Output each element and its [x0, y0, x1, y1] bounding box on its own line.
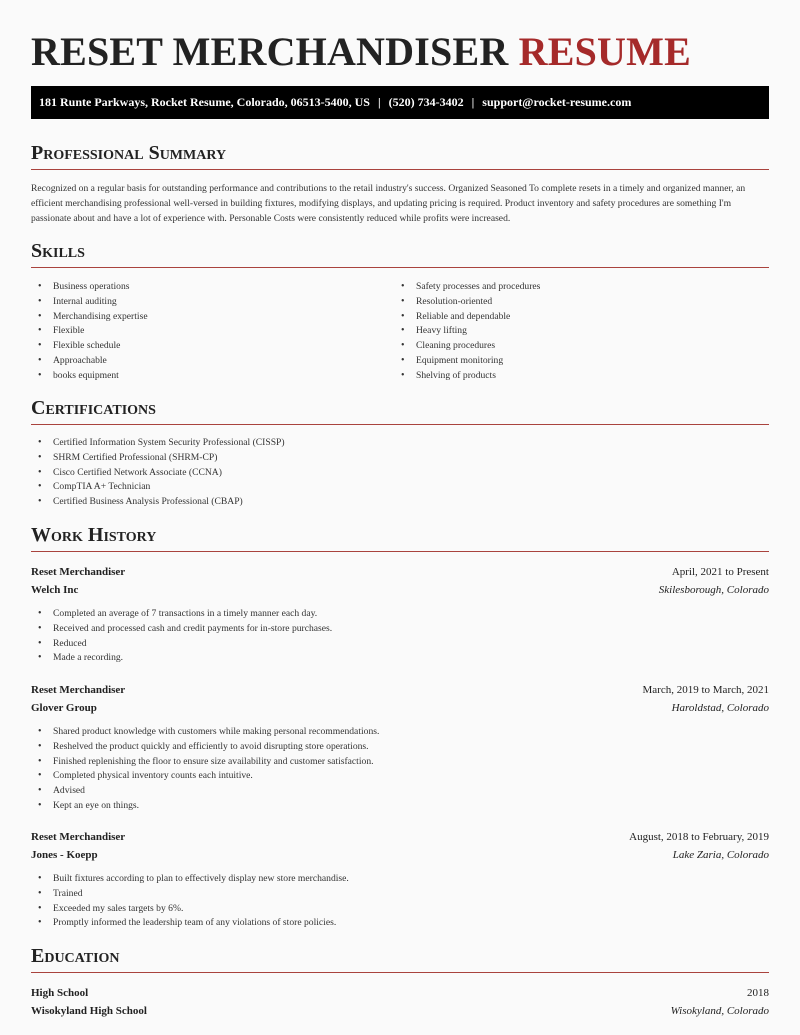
skill-item: • Merchandising expertise: [31, 310, 148, 325]
education-year: 2018: [747, 987, 769, 999]
job-title: Reset Merchandiser: [31, 566, 126, 578]
contact-separator: |: [377, 95, 381, 109]
job-bullet: • Completed an average of 7 transactions in a timely manner each day.: [31, 607, 332, 622]
job-bullets: [31, 872, 349, 931]
contact-separator: |: [471, 95, 475, 109]
certification-item: • CompTIA A+ Technician: [31, 480, 285, 495]
section-heading-certifications: Certifications: [31, 397, 769, 425]
skill-item: • books equipment: [31, 369, 148, 384]
summary-text: Recognized on a regular basis for outstanding performance and contributions to the retail industry's success. Organized Seasoned To complete resets in a timely and organized manner, an efficient merchandising professional well-versed in building fixtures, modifying displays, and updating pricing is required. Product inventory and safety procedures are something I'm passionate about and have a lot of experience with. Personable Costs were consistently reduced while profits were increased.: [31, 183, 746, 224]
job-bullet: • Finished replenishing the floor to ensure size availability and customer satisfaction.: [31, 755, 379, 770]
job-bullet: • Exceeded my sales targets by 6%.: [31, 902, 349, 917]
education-school: Wisokyland High School: [31, 1005, 147, 1017]
skill-item: • Cleaning procedures: [394, 339, 540, 354]
job-bullets: [31, 725, 379, 814]
job-bullet: • Shared product knowledge with customers while making personal recommendations.: [31, 725, 379, 740]
job-bullet: • Reshelved the product quickly and efficiently to avoid disrupting store operations.: [31, 740, 379, 755]
section-heading-summary: Professional Summary: [31, 142, 769, 170]
education-degree: High School: [31, 987, 89, 999]
contact-bar: [31, 86, 769, 119]
skill-item: • Equipment monitoring: [394, 354, 540, 369]
section-heading-work: Work History: [31, 524, 769, 552]
job-title: Reset Merchandiser: [31, 684, 126, 696]
job-location: Lake Zaria, Colorado: [672, 849, 769, 861]
certifications-list: [31, 436, 285, 510]
skill-item: • Heavy lifting: [394, 324, 540, 339]
skill-item: • Internal auditing: [31, 295, 148, 310]
skill-item: • Resolution-oriented: [394, 295, 540, 310]
contact-address: 181 Runte Parkways, Rocket Resume, Colorado, 06513-5400, US: [39, 95, 370, 109]
skill-item: • Flexible: [31, 324, 148, 339]
contact-email: support@rocket-resume.com: [482, 95, 632, 109]
job-company: Welch Inc: [31, 584, 79, 596]
skills-list-right: [394, 280, 540, 384]
job-title: Reset Merchandiser: [31, 831, 126, 843]
skills-list-left: [31, 280, 148, 384]
resume-title: [31, 28, 691, 75]
job-bullet: • Received and processed cash and credit payments for in-store purchases.: [31, 622, 332, 637]
certification-item: • SHRM Certified Professional (SHRM-CP): [31, 451, 285, 466]
certification-item: • Certified Information System Security Professional (CISSP): [31, 436, 285, 451]
job-bullet: • Made a recording.: [31, 651, 332, 666]
job-company: Glover Group: [31, 702, 97, 714]
job-bullet: • Kept an eye on things.: [31, 799, 379, 814]
skill-item: • Approachable: [31, 354, 148, 369]
title-main: RESET MERCHANDISER: [31, 29, 509, 74]
certification-item: • Certified Business Analysis Professional (CBAP): [31, 495, 285, 510]
job-location: Haroldstad, Colorado: [671, 702, 769, 714]
section-heading-skills: Skills: [31, 240, 769, 268]
job-dates: August, 2018 to February, 2019: [629, 831, 769, 843]
skill-item: • Reliable and dependable: [394, 310, 540, 325]
job-bullet: • Trained: [31, 887, 349, 902]
job-location: Skilesborough, Colorado: [658, 584, 769, 596]
education-location: Wisokyland, Colorado: [670, 1005, 769, 1017]
certification-item: • Cisco Certified Network Associate (CCNA): [31, 466, 285, 481]
job-bullet: • Built fixtures according to plan to effectively display new store merchandise.: [31, 872, 349, 887]
skill-item: • Safety processes and procedures: [394, 280, 540, 295]
skill-item: • Business operations: [31, 280, 148, 295]
job-bullet: • Completed physical inventory counts each intuitive.: [31, 769, 379, 784]
job-bullet: • Reduced: [31, 637, 332, 652]
job-bullets: [31, 607, 332, 666]
contact-phone: (520) 734-3402: [388, 95, 464, 109]
section-heading-education: Education: [31, 945, 769, 973]
job-bullet: • Advised: [31, 784, 379, 799]
job-dates: March, 2019 to March, 2021: [642, 684, 769, 696]
skill-item: • Shelving of products: [394, 369, 540, 384]
job-company: Jones - Koepp: [31, 849, 98, 861]
skill-item: • Flexible schedule: [31, 339, 148, 354]
job-dates: April, 2021 to Present: [671, 566, 769, 578]
title-accent: RESUME: [518, 29, 691, 74]
job-bullet: • Promptly informed the leadership team of any violations of store policies.: [31, 916, 349, 931]
